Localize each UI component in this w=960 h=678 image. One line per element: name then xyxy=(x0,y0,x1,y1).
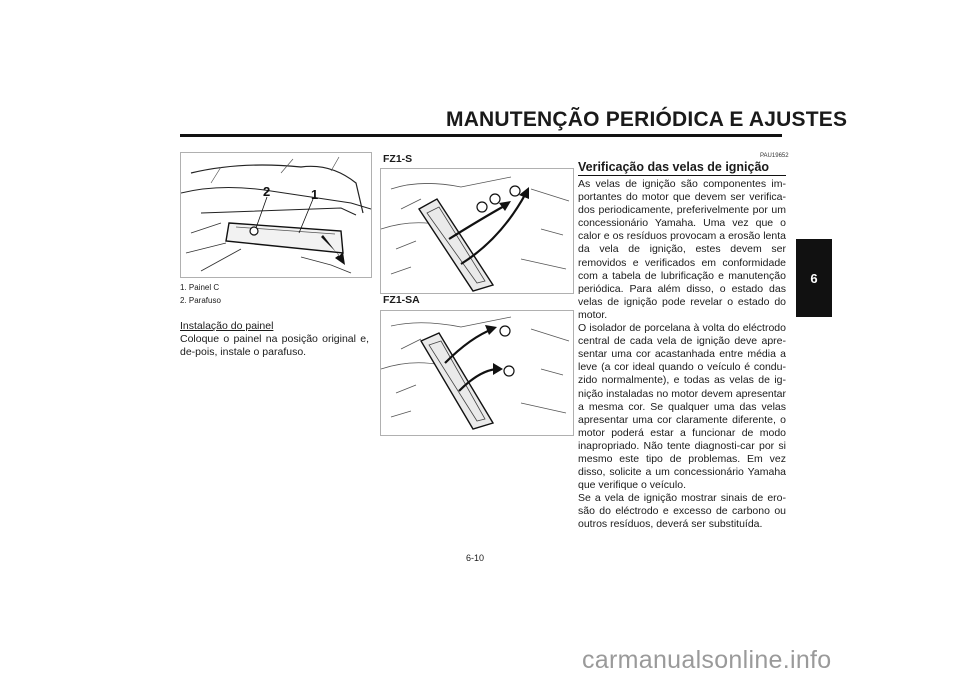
arrow-icon xyxy=(499,201,511,211)
model-label-fz1-s: FZ1-S xyxy=(383,153,413,165)
fz1-sa-illustration xyxy=(380,310,574,436)
model-label-fz1-sa: FZ1-SA xyxy=(383,294,420,306)
callout-1: 1 xyxy=(311,187,319,202)
right-text-block xyxy=(578,178,786,532)
caption-item: 1. Painel C xyxy=(180,283,220,292)
header-rule xyxy=(180,134,782,137)
paragraph: O isolador de porcelana à volta do eléctrodo central de cada vela de ignição deve apre-sentar uma cor acastanhada entre média a leve (a cor ideal quando o veículo é condu-zido normalmente), e todas as velas de ig-nição instaladas no motor devem apresentar a mesma cor. Se qualquer uma das velas apresentar uma cor claramente diferente, o motor poderá estar a funcionar de modo inapropriado. Não tente diagnosti-car por si mesmo este tipo de problemas. Em vez disso, solicite a um concessionário Yamaha que verifique o veículo. xyxy=(578,322,786,492)
panel-drawing xyxy=(181,153,371,277)
subheading: Instalação do painel xyxy=(180,320,274,332)
page-number: 6-10 xyxy=(466,553,485,563)
chapter-tab[interactable]: 6 xyxy=(796,239,832,317)
section-title: Verificação das velas de ignição xyxy=(578,160,770,174)
fz1-s-illustration xyxy=(380,168,574,294)
screw-mark xyxy=(250,227,258,235)
page-header-title: MANUTENÇÃO PERIÓDICA E AJUSTES xyxy=(446,108,848,131)
fz1-s-drawing xyxy=(381,169,573,293)
arrow-icon xyxy=(485,325,497,335)
paragraph: As velas de ignição são componentes im-portantes do motor que devem ser verifica-dos periodicamente, preferivelmente por um concessionário Yamaha. Uma vez que o calor e os resíduos provocam a erosão lenta da vela de ignição, estes devem ser removidos e verificados em conformidade com a tabela de lubrificação e manutenção periódica. Para além disso, o estado das velas de ignição pode revelar o estado do motor. xyxy=(578,178,786,321)
section-title-underline xyxy=(578,175,786,176)
paragraph: Se a vela de ignição mostrar sinais de ero-são do eléctrodo e excesso de carbono ou outros resíduos, deverá ser substituída. xyxy=(578,492,786,531)
callout-2: 2 xyxy=(263,184,271,199)
caption-list xyxy=(180,281,221,307)
fz1-sa-drawing xyxy=(381,311,573,435)
arrow-icon xyxy=(493,363,503,375)
section-code: PAU19652 xyxy=(760,153,789,159)
caption-item: 2. Parafuso xyxy=(180,296,221,305)
watermark[interactable]: carmanualsonline.info xyxy=(582,646,832,674)
body-text: Coloque o painel na posição original e, de-pois, instale o parafuso. xyxy=(180,333,369,359)
left-text-block xyxy=(180,320,369,359)
panel-illustration xyxy=(180,152,372,278)
